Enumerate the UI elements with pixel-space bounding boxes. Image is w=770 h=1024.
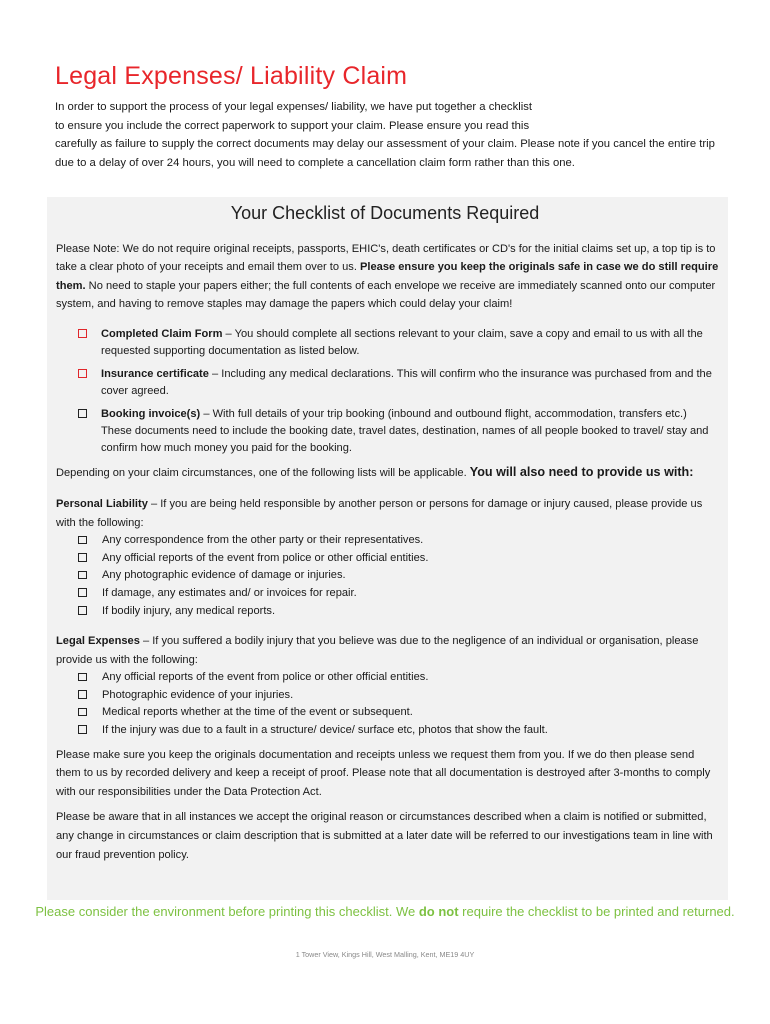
checkbox-icon[interactable]: [78, 409, 87, 418]
originals-paragraph: Please make sure you keep the originals documentation and receipts unless we request them from you. If we do then please send them to us by recorded delivery and keep a receipt of proof. Please note that all documentation is destroyed after 3-months to comply with our responsibilities under the Data Protection Act.: [56, 748, 711, 799]
page-title: Legal Expenses/ Liability Claim: [55, 62, 408, 90]
personal-liability-section: [56, 495, 720, 620]
checkbox-icon[interactable]: [78, 369, 87, 378]
item-text: – Including any medical declarations. This will confirm who the insurance was purchased from and the cover agreed.: [101, 367, 712, 398]
list-item: [56, 603, 720, 621]
item-text: – With full details of your trip booking (inbound and outbound flight, accommodation, transfers etc.) These documents need to include the booking date, travel dates, destination, names of all people booked to travel/ stay and confirm how much money you paid for the booking.: [101, 407, 709, 455]
checkbox-icon[interactable]: [78, 708, 87, 717]
intro-line: carefully as failure to supply the correct documents may delay our assessment of your claim. Please note if you cancel the entire trip due to a delay of over 24 hours, you will need to complete a cancellation claim form rather than this one.: [55, 138, 715, 170]
item-text: If bodily injury, any medical reports.: [102, 604, 276, 617]
list-item: [56, 366, 720, 401]
depending-text: Depending on your claim circumstances, one of the following lists will be applicable.: [56, 467, 470, 480]
section-heading: [56, 495, 720, 532]
checklist-content: [56, 240, 720, 864]
item-text: – You should complete all sections relevant to your claim, save a copy and email to us with all the requested supporting documentation as listed below.: [101, 327, 703, 357]
checkbox-icon[interactable]: [78, 329, 87, 338]
list-item: [56, 406, 720, 458]
list-item: [56, 567, 720, 585]
item-text: Any official reports of the event from police or other official entities.: [102, 671, 429, 684]
section-heading: [56, 632, 720, 669]
list-item: [56, 722, 720, 740]
note-text: Please Note: We do not require original receipts, passports, EHIC's, death certificates or CD's for the initial claims set up, a top tip is to take a clear photo of your receipts and email them over to us.: [56, 243, 716, 274]
section-label: Personal Liability: [56, 498, 148, 511]
environment-note: [0, 902, 770, 923]
item-text: Any official reports of the event from police or other official entities.: [102, 551, 429, 564]
checkbox-icon[interactable]: [78, 690, 87, 699]
checklist-title: Your Checklist of Documents Required: [230, 203, 540, 223]
required-documents-list: [56, 326, 720, 458]
personal-liability-list: [56, 532, 720, 620]
environment-bold-text: do not: [418, 904, 459, 919]
checkbox-icon[interactable]: [78, 673, 87, 682]
environment-text: Please consider the environment before printing this checklist. We: [35, 904, 419, 919]
list-item: [56, 669, 720, 687]
item-text: Any photographic evidence of damage or injuries.: [102, 569, 346, 582]
company-address: 1 Tower View, Kings Hill, West Malling, Kent, ME19 4UY: [295, 950, 475, 959]
environment-text-end: require the checklist to be printed and returned.: [458, 904, 735, 919]
intro-line: to ensure you include the correct paperwork to support your claim. Please ensure you read this: [55, 119, 530, 132]
legal-expenses-list: [56, 669, 720, 739]
depending-bold-text: You will also need to provide us with:: [469, 465, 694, 480]
checkbox-icon[interactable]: [78, 725, 87, 734]
legal-expenses-section: [56, 632, 720, 739]
checkbox-icon[interactable]: [78, 536, 87, 545]
please-note: [56, 240, 720, 314]
item-text: Photographic evidence of your injuries.: [102, 688, 294, 701]
checkbox-icon[interactable]: [78, 606, 87, 615]
list-item: [56, 326, 720, 361]
item-label: Completed Claim Form: [101, 327, 223, 340]
checkbox-icon[interactable]: [78, 553, 87, 562]
list-item: [56, 532, 720, 550]
list-item: [56, 704, 720, 722]
list-item: [56, 585, 720, 603]
depending-note: [56, 463, 720, 483]
section-intro: – If you suffered a bodily injury that you believe was due to the negligence of an individual or organisation, please provide us with the following:: [56, 635, 699, 666]
item-text: If damage, any estimates and/ or invoices for repair.: [102, 586, 357, 599]
section-intro: – If you are being held responsible by another person or persons for damage or injury caused, please provide us with the following:: [56, 498, 703, 529]
note-tail-text: No need to staple your papers either; the full contents of each envelope we receive are immediately scanned onto our computer system, and having to remove staples may damage the papers which could delay your claim!: [56, 279, 716, 311]
section-label: Legal Expenses: [56, 635, 140, 648]
item-text: If the injury was due to a fault in a structure/ device/ surface etc, photos that show the fault.: [102, 723, 548, 736]
checkbox-icon[interactable]: [78, 588, 87, 597]
note-bold-text: Please ensure you keep the originals safe in case we do still require them.: [56, 261, 719, 292]
item-text: Medical reports whether at the time of the event or subsequent.: [102, 706, 413, 719]
fraud-paragraph: Please be aware that in all instances we accept the original reason or circumstances described when a claim is notified or submitted, any change in circumstances or claim description that is submitted at a later date will be referred to our investigations team in line with our fraud prevention policy.: [56, 810, 713, 861]
item-label: Booking invoice(s): [101, 407, 201, 420]
item-label: Insurance certificate: [101, 367, 209, 380]
item-text: Any correspondence from the other party or their representatives.: [102, 534, 424, 547]
checkbox-icon[interactable]: [78, 571, 87, 580]
list-item: [56, 687, 720, 705]
intro-text: [55, 98, 720, 173]
list-item: [56, 550, 720, 568]
intro-line: In order to support the process of your legal expenses/ liability, we have put together a checklist: [55, 101, 533, 113]
